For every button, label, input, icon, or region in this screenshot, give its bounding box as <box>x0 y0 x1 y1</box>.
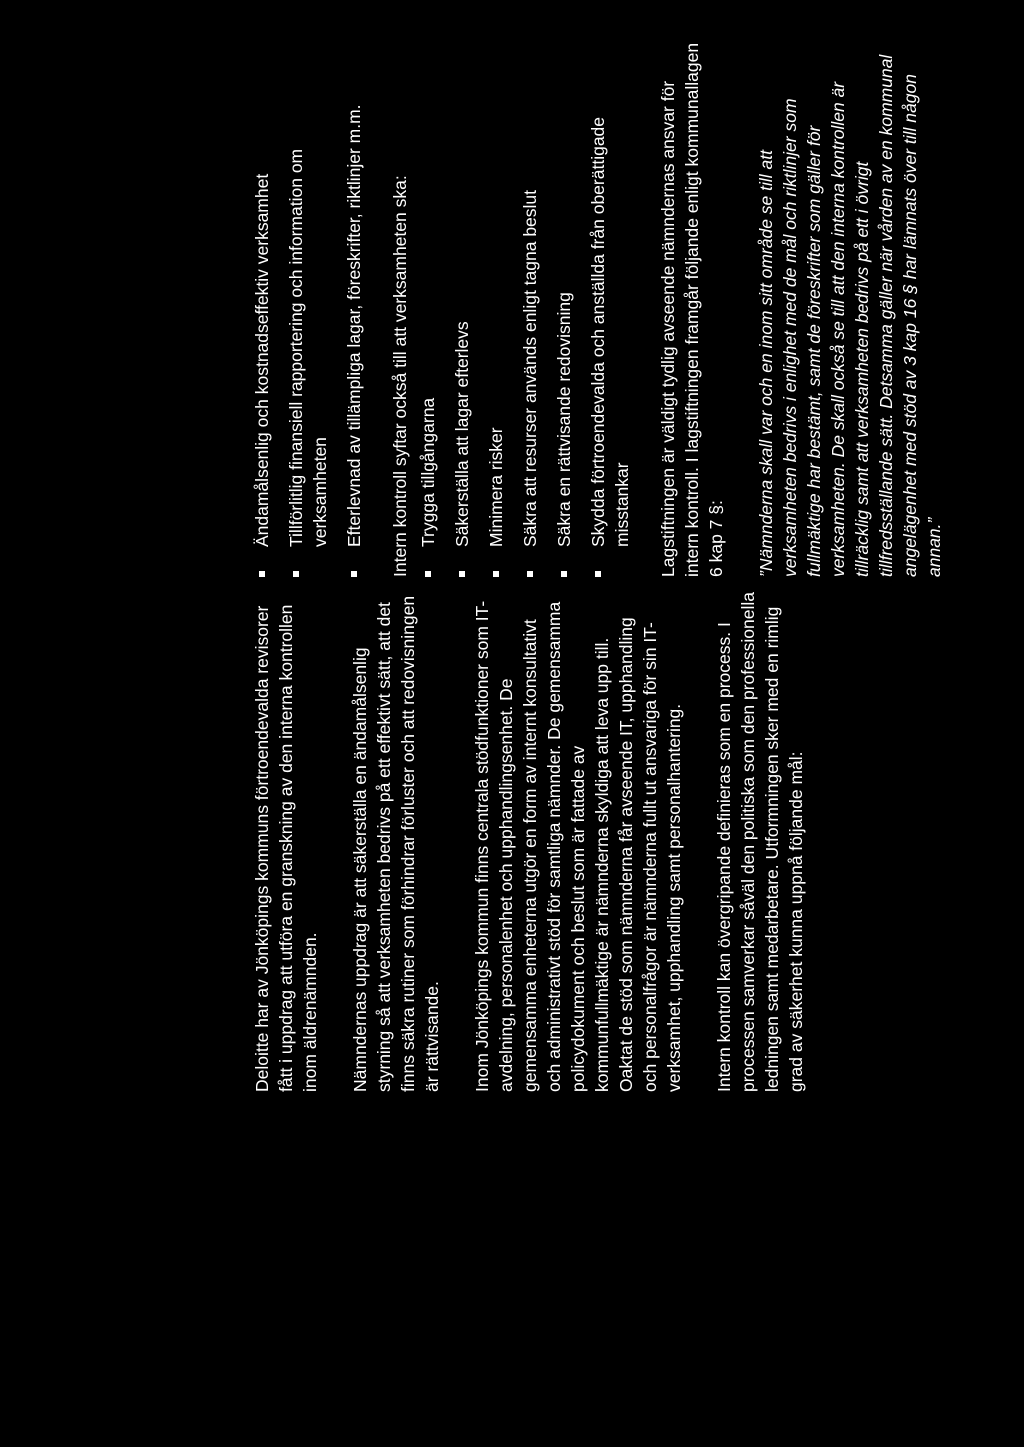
list-item-text: Säkra att resurser används enligt tagna beslut <box>520 189 540 547</box>
square-bullet-icon <box>595 571 601 577</box>
square-bullet-icon <box>527 571 533 577</box>
list-item-text: Skydda förtroendevalda och anställda från oberättigade misstankar <box>588 116 632 547</box>
mandate-paragraph: Nämndernas uppdrag är att säkerställa en ändamålsenlig styrning så att verksamheten bedrivs på ett effektivt sätt, att det finns säkra rutiner som förhindrar förluster och att redovisningen är rättvisande. <box>350 595 442 1092</box>
left-column <box>250 592 834 1092</box>
square-bullet-icon <box>459 571 465 577</box>
list-item-text: Trygga tillgångarna <box>418 397 438 547</box>
list-item <box>450 37 474 577</box>
square-bullet-icon <box>259 571 265 577</box>
list-item <box>586 37 634 577</box>
list-item-text: Minimera risker <box>486 427 506 547</box>
list-item <box>484 37 508 577</box>
right-column <box>250 37 972 577</box>
list-item <box>416 37 440 577</box>
support-functions-paragraph: Inom Jönköpings kommun finns centrala stödfunktioner som IT-avdelning, personalenhet och upphandlingsenhet. De gemensamma enheterna utgör en form av internt konsultativt och administrativt stöd för samtliga nämnder. De gemensamma policydokument och beslut som är fattade av kommunfullmäktige är nämnderna skyldiga att leva upp till. Oaktat de stöd som nämnderna får avseende IT, upphandling och personalfrågor är nämnderna fullt ut ansvariga för sin IT-verksamhet, upphandling samt personalhantering. <box>472 600 684 1092</box>
list-item <box>284 37 332 577</box>
list-item <box>518 37 542 577</box>
square-bullet-icon <box>425 571 431 577</box>
square-bullet-icon <box>493 571 499 577</box>
list-item <box>250 37 274 577</box>
list-item-text: Säkra en rättvisande redovisning <box>554 292 574 547</box>
law-quote: ”Nämnderna skall var och en inom sitt område se till att verksamheten bedrivs i enlighet med de mål och riktlinjer som fullmäktige har bestämt, samt de föreskrifter som gäller för verksamheten. De skall också se till att den interna kontrollen är tillräcklig samt att verksamheten bedrivs på ett i övrigt tillfredsställande sätt. Detsamma gäller när vården av en kommunal angelägenhet med stöd av 3 kap 16 § har lämnats över till någon annan.” <box>756 54 944 577</box>
control-purpose-intro: Intern kontroll syftar också till att verksamheten ska: <box>390 175 410 577</box>
list-item-text: Tillförlitlig finansiell rapportering och information om verksamheten <box>286 148 330 547</box>
list-item <box>342 37 366 577</box>
internal-control-definition-paragraph: Intern kontroll kan övergripande definieras som en process. I processen samverkar såväl den politiska som den professionella ledningen samt medarbetare. Utformningen sker med en rimlig grad av säkerhet kunna uppnå följande mål: <box>714 592 806 1092</box>
intro-paragraph: Deloitte har av Jönköpings kommuns förtroendevalda revisorer fått i uppdrag att utföra en granskning av den interna kontrollen inom äldrenämnden. <box>252 604 320 1092</box>
control-purpose-list <box>416 37 634 577</box>
square-bullet-icon <box>293 571 299 577</box>
list-item-text: Ändamålsenlig och kostnadseffektiv verksamhet <box>252 173 272 547</box>
list-item-text: Säkerställa att lagar efterlevs <box>452 321 472 547</box>
legislation-paragraph: Lagstiftningen är väldigt tydlig avseende nämndernas ansvar för intern kontroll. I lagstiftningen framgår följande enligt kommunallagen 6 kap 7 §: <box>658 42 726 577</box>
list-item <box>552 37 576 577</box>
goals-list <box>250 37 366 577</box>
square-bullet-icon <box>351 571 357 577</box>
square-bullet-icon <box>561 571 567 577</box>
list-item-text: Efterlevnad av tillämpliga lagar, föreskrifter, riktlinjer m.m. <box>344 104 364 547</box>
